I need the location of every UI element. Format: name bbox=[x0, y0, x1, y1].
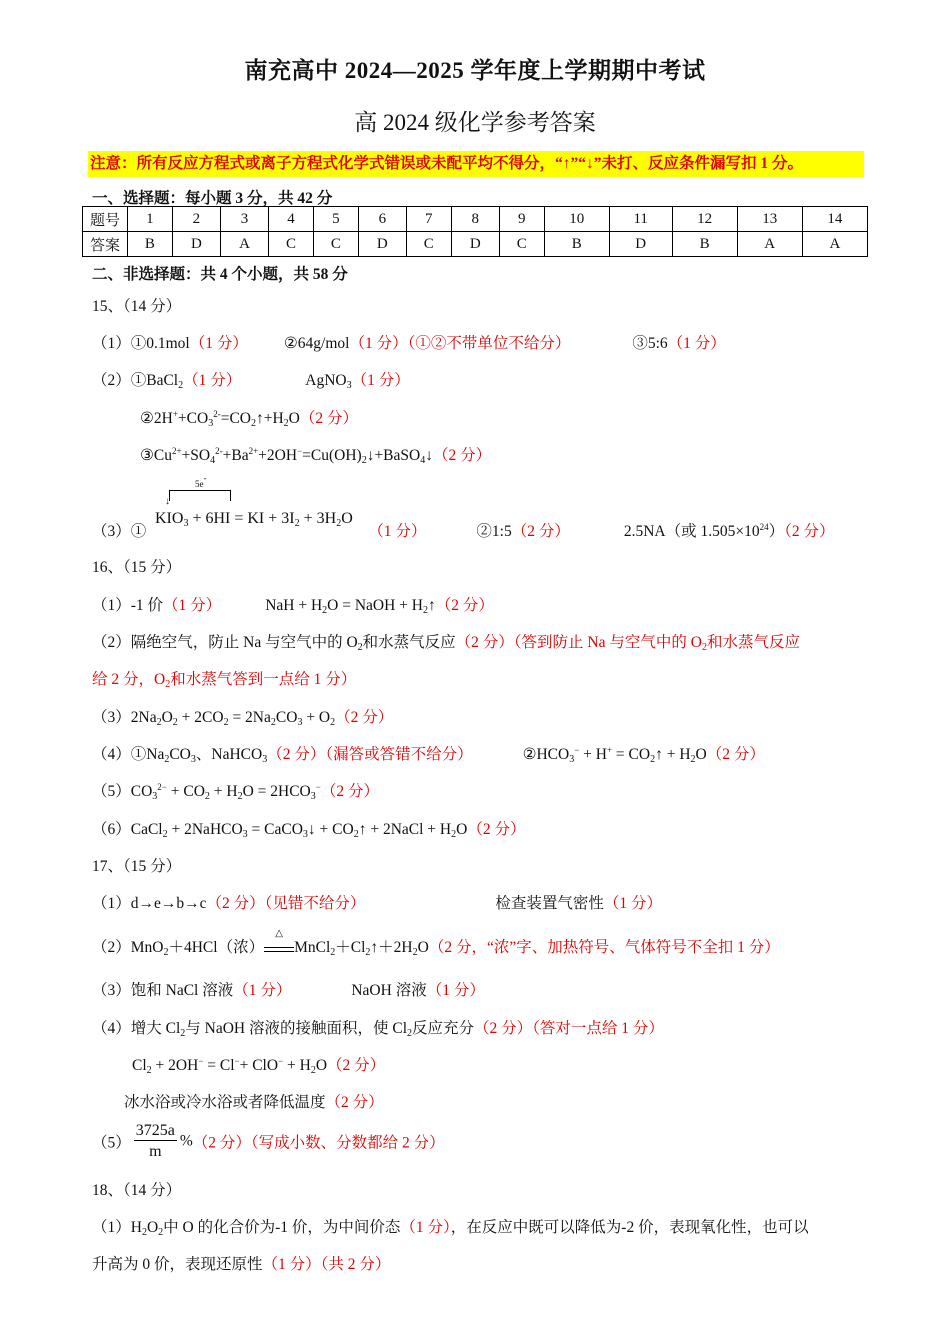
score: （2 分）（答到防止 Na 与空气中的 $O_2$和水蒸气反应 bbox=[455, 634, 800, 653]
score: （1 分） bbox=[351, 372, 410, 389]
question-number: 3 bbox=[220, 207, 268, 232]
q17-part5: （5） $\frac{3725a}{m}$ %（2 分）（写成小数、分数都给 2 分） bbox=[92, 1122, 445, 1160]
q17-heading: 17、（15 分） bbox=[92, 858, 182, 875]
score: （1 分） bbox=[233, 982, 292, 999]
q15-p3-answer-c: 2.5NA（或 $1.505\times 10^{24}$） bbox=[623, 522, 785, 540]
score: （1 分） bbox=[163, 597, 222, 614]
q15-p1-answer-c: ③5:6 bbox=[632, 335, 668, 352]
q16-part4: $(4)①Na_2CO_3$、NaHCO$_3$（2 分）（漏答或答错不给分） $②HCO_3^- + H^+$ = $CO_2↑ + H_2O(2$ 分） bbox=[92, 745, 765, 765]
question-number: 5 bbox=[313, 207, 358, 232]
q15-part3 bbox=[92, 519, 835, 541]
answer-table bbox=[82, 206, 868, 257]
score: （2 分） bbox=[432, 447, 492, 464]
q17-part4-equation: $Cl_2 + 2OH^- = Cl^-+ ClO^- + H_2O(2$ 分） bbox=[132, 1056, 386, 1076]
score: （2 分） bbox=[784, 523, 835, 540]
answer-cell: B bbox=[672, 232, 737, 257]
electron-count-label: 5e- bbox=[195, 473, 207, 489]
answer-cell: C bbox=[313, 232, 358, 257]
row-label-answer: 答案 bbox=[83, 232, 128, 257]
q16-part2: （2）隔绝空气，防止 Na 与空气中的 $O_2$和水蒸气反应（2 分）（答到防止 Na 与空气中的 $O_2$和水蒸气反应 bbox=[92, 634, 800, 653]
answer-cell: A bbox=[802, 232, 867, 257]
q16-part6: （6）CaCl$_2$ + 2NaHCO$_3$ = CaCO$_3$↓ + $CO_2↑$ + 2NaCl + $H_2O(2$ 分） bbox=[92, 821, 526, 840]
question-number: 7 bbox=[406, 207, 451, 232]
question-number: 1 bbox=[128, 207, 173, 232]
q15-p2-equation-2: $②2H^++CO_3^{2-}=CO_2↑+H_2O(2$ 分） bbox=[140, 409, 359, 429]
score: （2 分） bbox=[511, 523, 570, 540]
q16-part3: $(3)2Na_2O_2 + 2CO_2 = 2Na_2CO_3 + O_2(2$ 分） bbox=[92, 709, 394, 728]
q15-p1-answer-a: （1）①0.1mol bbox=[92, 335, 190, 352]
score: （2 分） bbox=[327, 1057, 386, 1074]
score: （2 分）（漏答或答错不给分） bbox=[267, 746, 473, 763]
question-number: 10 bbox=[544, 207, 609, 232]
question-number: 8 bbox=[451, 207, 499, 232]
score: （2 分） bbox=[299, 410, 359, 427]
exam-title: 南充高中 2024—2025 学年度上学期期中考试 bbox=[244, 58, 706, 83]
q16-p1-equation: NaH + $H_2O$ = NaOH + $H_2↑$ bbox=[265, 597, 436, 616]
electron-transfer-bracket bbox=[169, 490, 231, 501]
score: （2 分） bbox=[335, 709, 394, 726]
q15-part1 bbox=[92, 331, 726, 353]
answer-cell: B bbox=[544, 232, 609, 257]
q17-part2: （2）MnO$_2$＋4HCl（浓） △ $MnCl_2+Cl_2↑+2H_2O(2$ 分，“浓”字、加热符号、气体符号不全扣 1 分） bbox=[92, 928, 780, 958]
score: （1 分） bbox=[667, 335, 726, 352]
score: （1 分） bbox=[603, 895, 663, 912]
answer-cell: C bbox=[406, 232, 451, 257]
q15-p3-label: （3）① bbox=[92, 523, 147, 540]
score: （2 分）（见错不给分） bbox=[206, 895, 366, 912]
q15-heading: 15、（14 分） bbox=[92, 298, 182, 315]
q17-part4-temperature: 冰水浴或冷水浴或者降低温度（2 分） bbox=[124, 1094, 384, 1111]
answer-cell: D bbox=[451, 232, 499, 257]
score: （2 分，“浓”字、加热符号、气体符号不全扣 1 分） bbox=[428, 939, 780, 956]
q15-p3-answer-b: ②1:5 bbox=[476, 523, 512, 540]
fraction-expression: $\frac{3725a}{m}$ bbox=[135, 1122, 175, 1160]
question-number: 14 bbox=[802, 207, 867, 232]
answer-row bbox=[83, 232, 868, 257]
score: （2 分） bbox=[435, 597, 494, 614]
score: （2 分） bbox=[320, 783, 379, 800]
score: （1 分） bbox=[183, 372, 242, 389]
answer-cell: B bbox=[128, 232, 173, 257]
question-number: 11 bbox=[609, 207, 672, 232]
q18-heading: 18、（14 分） bbox=[92, 1182, 182, 1199]
question-number: 12 bbox=[672, 207, 737, 232]
q15-p2-answer-b: AgNO bbox=[305, 372, 347, 389]
q15-p2-answer-a: （2）①BaCl bbox=[92, 372, 179, 389]
score: （2 分） bbox=[706, 746, 765, 763]
score: （1 分） bbox=[426, 982, 485, 999]
question-number-row bbox=[83, 207, 868, 232]
question-number: 9 bbox=[499, 207, 544, 232]
section-1-heading: 一、选择题：每小题 3 分，共 42 分 bbox=[92, 190, 333, 207]
redox-equation: $KIO_3 + 6HI$ = KI + $3I_2 + 3H_2O$ bbox=[155, 510, 353, 529]
answer-cell: A bbox=[220, 232, 268, 257]
answer-cell: C bbox=[499, 232, 544, 257]
q16-part2-continued: 给 2 分，$O_2$和水蒸气答到一点给 1 分） bbox=[92, 671, 357, 690]
score: （1 分） bbox=[400, 1219, 451, 1236]
answer-cell: D bbox=[358, 232, 406, 257]
answer-cell: D bbox=[609, 232, 672, 257]
q15-part2: （2）①BaCl$_2$（1 分） AgNO$_3$（1 分） bbox=[92, 372, 410, 391]
q16-p1-answer-a: （1）-1 价 bbox=[92, 597, 164, 614]
score: （2 分）（写成小数、分数都给 2 分） bbox=[192, 1134, 445, 1152]
arrow-down-icon: ↓ bbox=[165, 496, 170, 507]
answer-cell: C bbox=[269, 232, 314, 257]
answer-cell: D bbox=[172, 232, 220, 257]
q15-p2-equation-3: $③Cu^{2+}+SO_4^{2-}+Ba^{2+}+2OH^-=Cu(OH)_2↓+BaSO_4↓(2$ 分） bbox=[140, 446, 492, 466]
q17-part4: （4）增大 $Cl_2$与 NaOH 溶液的接触面积，使 $Cl_2$反应充分（2 分）（答对一点给 1 分） bbox=[92, 1020, 664, 1039]
q16-part1 bbox=[92, 593, 494, 615]
score: （1 分） bbox=[189, 335, 248, 352]
question-number: 4 bbox=[269, 207, 314, 232]
heating-equals-sign: △ bbox=[264, 940, 294, 952]
q18-part1: $(1)H_2O_2$中 O 的化合价为-1 价，为中间价态（1 分），在反应中既可以降低为-2 价，表现氧化性，也可以 bbox=[92, 1219, 809, 1238]
score: （2 分） bbox=[467, 821, 526, 838]
question-number: 2 bbox=[172, 207, 220, 232]
score: （1 分）（共 2 分） bbox=[262, 1256, 391, 1273]
question-number: 6 bbox=[358, 207, 406, 232]
answer-key-title: 高 2024 级化学参考答案 bbox=[354, 110, 596, 135]
notice-banner: 注意：所有反应方程式或离子方程式化学式错误或未配平均不得分，“↑”“↓”未打、反应条件漏写扣 1 分。 bbox=[88, 151, 864, 177]
q15-p1-answer-b: ②64g/mol bbox=[283, 335, 350, 352]
score: （2 分） bbox=[325, 1094, 384, 1111]
q16-part5: $(5)CO_3^{2-} + CO_2 + H_2O = 2HCO_3^-(2$ 分） bbox=[92, 782, 379, 802]
score: （2 分）（答对一点给 1 分） bbox=[474, 1020, 664, 1037]
question-number: 13 bbox=[737, 207, 802, 232]
section-2-heading: 二、非选择题：共 4 个小题，共 58 分 bbox=[92, 266, 348, 283]
q16-heading: 16、（15 分） bbox=[92, 559, 182, 576]
score: （1 分）（①②不带单位不给分） bbox=[349, 335, 571, 352]
q18-part1-continued: 升高为 0 价，表现还原性（1 分）（共 2 分） bbox=[92, 1256, 391, 1273]
q17-part1: （1）d→e→b→c（2 分）（见错不给分） 检查装置气密性（1 分） bbox=[92, 895, 663, 912]
q17-part3: （3）饱和 NaCl 溶液（1 分） NaOH 溶液（1 分） bbox=[92, 982, 485, 999]
answer-cell: A bbox=[737, 232, 802, 257]
score: （1 分） bbox=[368, 523, 427, 540]
row-label-question: 题号 bbox=[83, 207, 128, 232]
